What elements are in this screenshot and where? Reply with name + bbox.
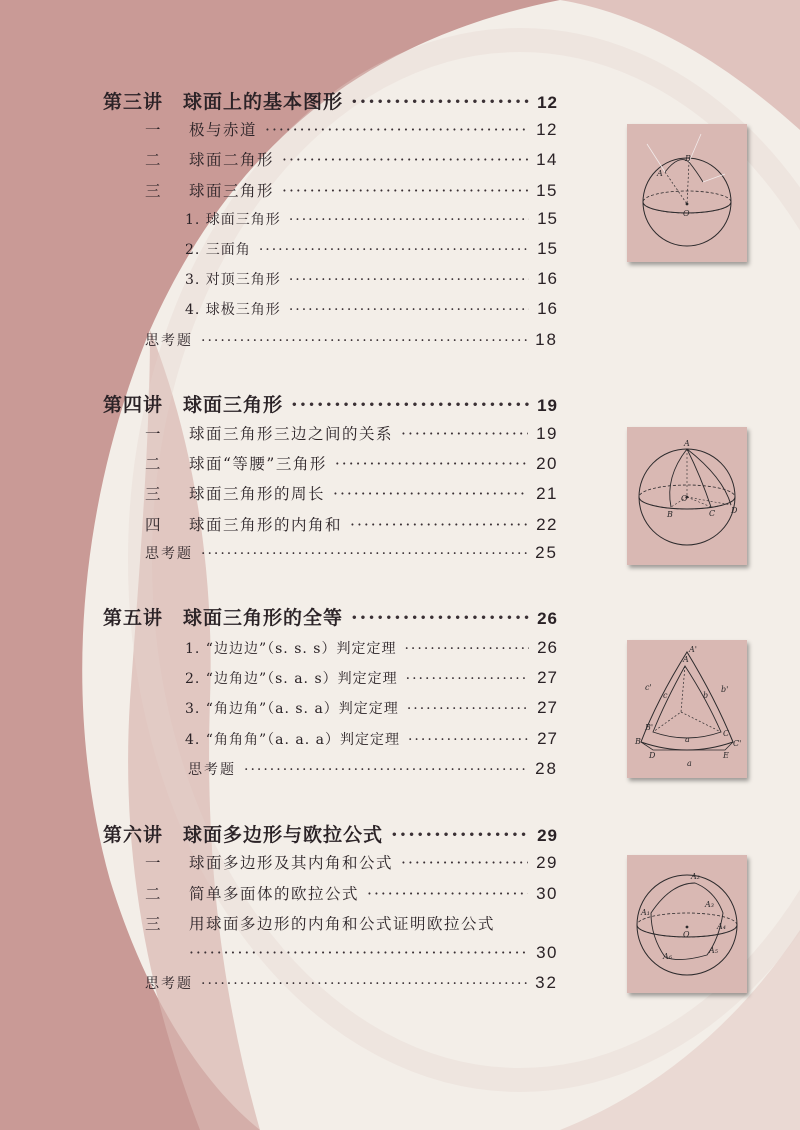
page-number: 15 <box>537 209 558 228</box>
toc-exercises[interactable]: 思考题 ····· 28 <box>188 759 558 779</box>
point-label: a <box>687 759 692 768</box>
page-number: 27 <box>537 698 558 717</box>
dot-leader <box>351 91 529 113</box>
toc-subentry[interactable]: 2. 三面角 ····· 15 <box>185 239 558 259</box>
sphere-figure-2 <box>627 427 747 565</box>
toc-entry[interactable]: 一 球面多边形及其内角和公式 ····· 29 <box>145 851 558 873</box>
dot-leader <box>408 732 529 748</box>
dot-leader <box>265 121 528 139</box>
toc-heading-lecture-4[interactable]: 第四讲 球面三角形 ····· 19 <box>103 390 558 417</box>
dot-leader <box>350 516 528 534</box>
dot-leader <box>333 485 528 503</box>
point-label: A₄ <box>717 922 726 931</box>
page-number: 27 <box>537 668 558 687</box>
point-label: A₆ <box>663 952 672 961</box>
dot-leader <box>335 455 528 473</box>
dot-leader <box>401 854 528 872</box>
point-label: B' <box>645 723 654 732</box>
dot-leader <box>291 394 529 416</box>
point-label: C' <box>733 739 742 748</box>
point-label: A₅ <box>709 946 718 955</box>
toc-entry[interactable]: 三 球面三角形 ····· 15 <box>145 179 558 201</box>
page-number: 20 <box>536 454 558 473</box>
toc-exercises[interactable]: 思考题 ····· 25 <box>145 543 558 563</box>
page-number: 15 <box>536 181 558 200</box>
toc-entry[interactable]: 三 用球面多边形的内角和公式证明欧拉公式 <box>145 912 558 934</box>
dot-leader <box>244 762 527 778</box>
point-label: B <box>635 737 641 746</box>
dot-leader <box>189 944 528 962</box>
page-number: 27 <box>537 729 558 748</box>
toc-heading-lecture-3[interactable]: 第三讲 球面上的基本图形 ····· 12 <box>103 87 558 114</box>
page-number: 21 <box>536 484 558 503</box>
toc-subentry[interactable]: 4. “角角角”（a. a. a）判定定理 ····· 27 <box>185 729 558 749</box>
dot-leader <box>367 885 528 903</box>
sphere-pole-illustration <box>627 124 747 262</box>
toc-entry[interactable]: 二 球面“等腰”三角形 ····· 20 <box>145 452 558 474</box>
toc-exercises[interactable]: 思考题 ····· 32 <box>145 973 558 993</box>
toc-subentry[interactable]: 3. 对顶三角形 ····· 16 <box>185 269 558 289</box>
page-number: 30 <box>536 943 558 962</box>
point-label: B <box>685 154 691 163</box>
toc-entry[interactable]: 一 球面三角形三边之间的关系 ····· 19 <box>145 422 558 444</box>
page-number: 19 <box>536 424 558 443</box>
dot-leader <box>401 425 528 443</box>
toc-subentry[interactable]: 1. “边边边”（s. s. s）判定定理 ····· 26 <box>185 638 558 658</box>
page-number: 28 <box>535 759 558 778</box>
toc-entry-continuation[interactable] <box>189 943 558 963</box>
point-label: B <box>667 510 673 519</box>
page-number: 18 <box>535 330 558 349</box>
page-number: 15 <box>537 239 558 258</box>
page-number: 12 <box>537 93 558 112</box>
point-label: D <box>731 506 738 515</box>
point-label: A₂ <box>691 872 700 881</box>
point-label: c <box>663 691 668 700</box>
section-number: 四 <box>145 516 163 534</box>
page-number: 26 <box>537 609 558 628</box>
dot-leader <box>282 182 528 200</box>
dot-leader <box>201 546 527 562</box>
dot-leader <box>406 671 529 687</box>
section-number: 一 <box>145 425 163 443</box>
page-number: 14 <box>536 150 558 169</box>
page-number: 29 <box>537 826 558 845</box>
toc-entry[interactable]: 二 球面二角形 ····· 14 <box>145 148 558 170</box>
point-label: A₁ <box>641 908 650 917</box>
section-number: 三 <box>145 915 163 933</box>
section-number: 三 <box>145 182 163 200</box>
toc-entry[interactable]: 二 简单多面体的欧拉公式 ····· 30 <box>145 882 558 904</box>
toc-entry[interactable]: 一 极与赤道 ····· 12 <box>145 118 558 140</box>
sphere-figure-3 <box>627 640 747 778</box>
point-label: b <box>703 691 709 700</box>
dot-leader <box>201 976 527 992</box>
point-label: A <box>657 169 663 178</box>
page-number: 29 <box>536 853 558 872</box>
page-number: 22 <box>536 515 558 534</box>
toc-subentry[interactable]: 2. “边角边”（s. a. s）判定定理 ····· 27 <box>185 668 558 688</box>
dot-leader <box>407 701 529 717</box>
point-label: E <box>723 751 729 760</box>
section-number: 二 <box>145 455 163 473</box>
section-number: 一 <box>145 121 163 139</box>
point-label: D <box>649 751 656 760</box>
toc-subentry[interactable]: 4. 球极三角形 ····· 16 <box>185 299 558 319</box>
page-number: 25 <box>535 543 558 562</box>
page-number: 26 <box>537 638 558 657</box>
point-label: O <box>681 494 688 503</box>
point-label: c' <box>645 683 652 692</box>
point-label: a <box>685 735 690 744</box>
toc-subentry[interactable]: 3. “角边角”（a. s. a）判定定理 ····· 27 <box>185 698 558 718</box>
sphere-figure-1 <box>627 124 747 262</box>
sphere-figure-4 <box>627 855 747 993</box>
point-label: A' <box>689 645 697 654</box>
point-label: b' <box>721 685 729 694</box>
point-label: A <box>684 439 690 448</box>
section-number: 二 <box>145 151 163 169</box>
dot-leader <box>289 302 529 318</box>
point-label: C <box>723 729 730 738</box>
point-label: A <box>683 655 689 664</box>
toc-exercises[interactable]: 思考题 ····· 18 <box>145 330 558 350</box>
dot-leader <box>259 242 529 258</box>
dot-leader <box>201 333 527 349</box>
toc-heading-lecture-5[interactable]: 第五讲 球面三角形的全等 ····· 26 <box>103 603 558 630</box>
point-label: C <box>709 509 716 518</box>
dot-leader <box>351 607 529 629</box>
page-number: 16 <box>537 269 558 288</box>
point-label: A₃ <box>705 900 714 909</box>
toc-subentry[interactable]: 1. 球面三角形 ····· 15 <box>185 209 558 229</box>
point-label: O <box>683 930 690 939</box>
toc-entry[interactable]: 四 球面三角形的内角和 ····· 22 <box>145 513 558 535</box>
toc-heading-lecture-6[interactable]: 第六讲 球面多边形与欧拉公式 ····· 29 <box>103 820 558 847</box>
page-number: 16 <box>537 299 558 318</box>
section-number: 二 <box>145 885 163 903</box>
toc-entry[interactable]: 三 球面三角形的周长 ····· 21 <box>145 482 558 504</box>
dot-leader <box>289 212 529 228</box>
dot-leader <box>289 272 529 288</box>
page-number: 30 <box>536 884 558 903</box>
section-number: 一 <box>145 854 163 872</box>
dot-leader <box>282 151 528 169</box>
dot-leader <box>391 824 529 846</box>
page-number: 19 <box>537 396 558 415</box>
section-number: 三 <box>145 485 163 503</box>
dot-leader <box>404 641 529 657</box>
point-label: O <box>683 209 690 218</box>
page-number: 32 <box>535 973 558 992</box>
page-number: 12 <box>536 120 558 139</box>
